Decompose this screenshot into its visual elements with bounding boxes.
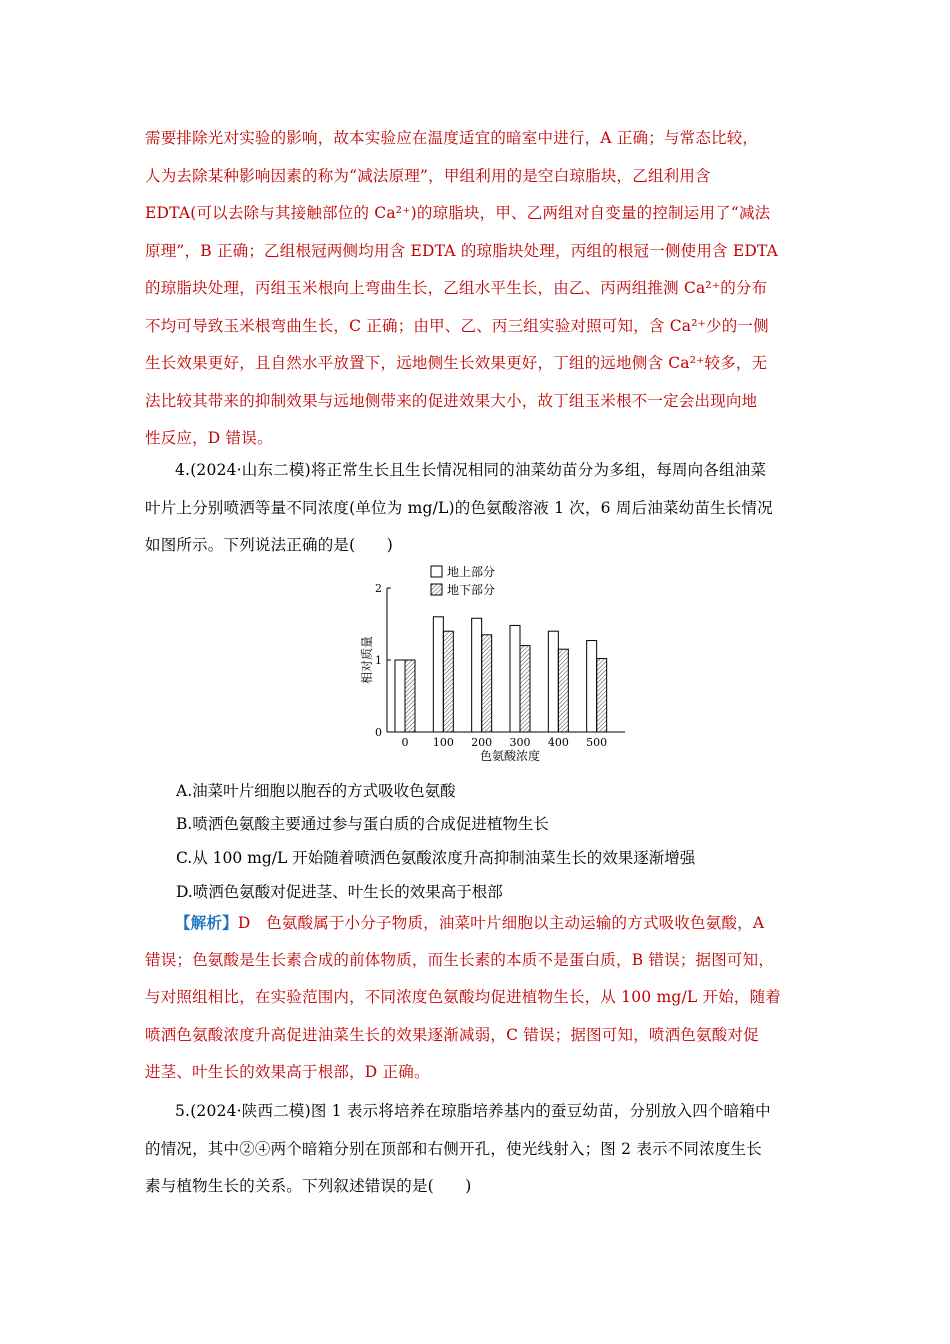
explanation-3-line: EDTA(可以去除与其接触部位的 Ca²⁺)的琼脂块，甲、乙两组对自变量的控制运用了“减法 [145, 204, 771, 222]
bar [558, 649, 568, 732]
option-c: C.从 100 mg/L 开始随着喷洒色氨酸浓度升高抑制油菜生长的效果逐渐增强 [176, 849, 696, 867]
bar [520, 646, 530, 732]
explanation-4-first-line [145, 904, 807, 942]
question-5-line: 素与植物生长的关系。下列叙述错误的是( ) [145, 1177, 472, 1195]
y-tick-label: 0 [375, 726, 382, 739]
bar [587, 641, 597, 732]
x-tick-label: 200 [471, 736, 493, 749]
explanation-3-line: 的琼脂块处理，丙组玉米根向上弯曲生长，乙组水平生长，由乙、丙两组推测 Ca²⁺的分布 [145, 279, 768, 297]
bar [395, 660, 405, 732]
explanation-3-line: 人为去除某种影响因素的称为“减法原理”，甲组利用的是空白琼脂块，乙组利用含 [145, 166, 711, 185]
question-4-line: 4.(2024·山东二模)将正常生长且生长情况相同的油菜幼苗分为多组，每周向各组油菜 [175, 461, 767, 479]
explanation-3-line: 不均可导致玉米根弯曲生长，C 正确；由甲、乙、丙三组实验对照可知，含 Ca²⁺少的一侧 [145, 316, 769, 335]
x-tick-label: 500 [586, 736, 608, 749]
option-d: D.喷洒色氨酸对促进茎、叶生长的效果高于根部 [176, 883, 503, 901]
bar [597, 659, 607, 732]
bar [405, 660, 415, 732]
x-axis-label: 色氨酸浓度 [479, 749, 541, 763]
legend-swatch [431, 566, 442, 577]
chart-legend [431, 564, 495, 597]
legend-label: 地下部分 [447, 583, 496, 597]
bar [510, 625, 520, 732]
bar [472, 618, 482, 732]
question-5-line: 5.(2024·陕西二模)图 1 表示将培养在琼脂培养基内的蚕豆幼苗，分别放入四个暗箱中 [175, 1102, 771, 1120]
explanation-tag: 【解析】 [175, 913, 238, 932]
explanation-4-line: 喷洒色氨酸浓度升高促进油菜生长的效果逐渐减弱，C 错误；据图可知，喷洒色氨酸对促 [145, 1025, 759, 1044]
explanation-3-line: 原理”，B 正确；乙组根冠两侧均用含 EDTA 的琼脂块处理，丙组的根冠一侧使用含 EDTA [145, 241, 779, 260]
x-tick-label: 0 [401, 736, 409, 749]
explanation-4-line: 与对照组相比，在实验范围内，不同浓度色氨酸均促进植物生长，从 100 mg/L 开始，随着 [145, 988, 782, 1006]
x-tick-label: 100 [432, 736, 454, 749]
x-tick-label: 300 [509, 736, 531, 749]
explanation-4-line: 进茎、叶生长的效果高于根部，D 正确。 [145, 1063, 430, 1081]
explanation-3 [145, 120, 807, 458]
question-5 [145, 1093, 807, 1206]
question-4 [145, 452, 807, 565]
explanation-3-line: 法比较其带来的抑制效果与远地侧带来的促进效果大小，故丁组玉米根不一定会出现向地 [145, 391, 758, 410]
y-axis-label: 相对质量 [360, 635, 374, 685]
explanation-4-answer: D 色氨酸属于小分子物质，油菜叶片细胞以主动运输的方式吸收色氨酸，A [237, 914, 765, 932]
question-4-line: 叶片上分别喷洒等量不同浓度(单位为 mg/L)的色氨酸溶液 1 次，6 周后油菜幼苗生长情况 [145, 498, 773, 517]
legend-label: 地上部分 [447, 565, 496, 579]
bar [548, 631, 558, 732]
bar [482, 635, 492, 732]
y-tick-label: 1 [375, 654, 382, 667]
option-b: B.喷洒色氨酸主要通过参与蛋白质的合成促进植物生长 [176, 815, 549, 833]
explanation-3-line: 性反应，D 错误。 [145, 429, 273, 447]
question-4-line: 如图所示。下列说法正确的是( ) [145, 536, 393, 554]
y-tick-label: 2 [375, 582, 382, 595]
legend-swatch [431, 584, 442, 595]
explanation-3-line: 生长效果更好，且自然水平放置下，远地侧生长效果更好，丁组的远地侧含 Ca²⁺较多，无 [145, 354, 768, 372]
chart-bars [395, 617, 607, 732]
option-a: A.油菜叶片细胞以胞吞的方式吸收色氨酸 [176, 782, 456, 800]
bar-chart [355, 560, 635, 770]
explanation-4-line: 错误；色氨酸是生长素合成的前体物质，而生长素的本质不是蛋白质，B 错误；据图可知， [145, 950, 775, 969]
bar [443, 631, 453, 732]
question-5-line: 的情况，其中②④两个暗箱分别在顶部和右侧开孔，使光线射入；图 2 表示不同浓度生长 [145, 1139, 762, 1158]
x-tick-label: 400 [547, 736, 569, 749]
explanation-3-line: 需要排除光对实验的影响，故本实验应在温度适宜的暗室中进行，A 正确；与常态比较， [145, 129, 759, 147]
bar [433, 617, 443, 732]
explanation-4 [145, 904, 807, 1092]
